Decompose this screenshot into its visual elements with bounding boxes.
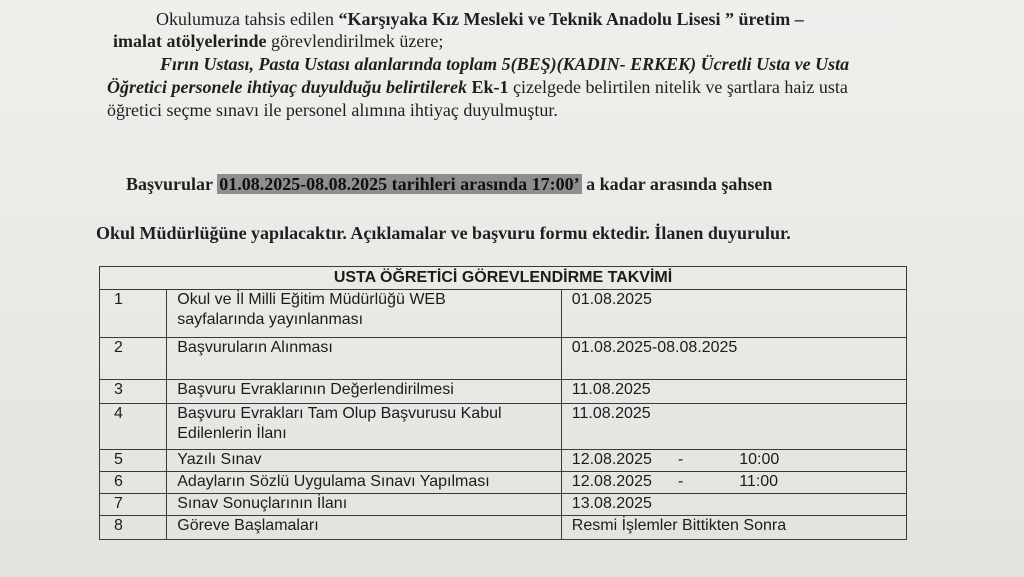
task-line-1: Göreve Başlamaları xyxy=(177,517,319,534)
table-row xyxy=(100,380,907,404)
row-number: 1 xyxy=(100,290,167,338)
announcement-text: Okul Müdürlüğüne yapılacaktır. Açıklamalar ve başvuru formu ektedir. İlanen duyurulur. xyxy=(96,223,791,243)
need-text: Öğretici personele ihtiyaç duyulduğu belirtilerek xyxy=(107,77,467,97)
task-line-1: Başvuruların Alınması xyxy=(177,339,333,356)
table-row xyxy=(100,290,907,338)
date-cell xyxy=(561,338,906,380)
table-row xyxy=(100,516,907,540)
task-cell xyxy=(167,516,562,540)
workshop-text: imalat atölyelerinde xyxy=(113,31,267,51)
date-value: 12.08.2025 xyxy=(571,473,652,490)
applications-label: Başvurular xyxy=(126,174,218,194)
task-cell xyxy=(167,472,562,494)
table-row xyxy=(100,450,907,472)
date-cell xyxy=(561,472,906,494)
row-number: 7 xyxy=(100,494,167,516)
date-value: 13.08.2025 xyxy=(571,495,652,512)
school-name: “Karşıyaka Kız Mesleki ve Teknik Anadolu Lisesi ” xyxy=(338,9,735,29)
row-number: 5 xyxy=(100,450,167,472)
task-cell xyxy=(167,380,562,404)
task-cell xyxy=(167,290,562,338)
paragraph2-line3 xyxy=(107,99,558,121)
date-value: 11.08.2025 xyxy=(571,381,651,398)
paragraph2-line2 xyxy=(107,76,848,98)
table-body xyxy=(100,290,907,540)
date-cell xyxy=(561,404,906,450)
fields-text: Fırın Ustası, Pasta Ustası alanlarında toplam 5(BEŞ)(KADIN- ERKEK) xyxy=(160,54,697,74)
row-number: 2 xyxy=(100,338,167,380)
row-number: 8 xyxy=(100,516,167,540)
task-cell xyxy=(167,494,562,516)
row-number: 4 xyxy=(100,404,167,450)
paragraph1-line2 xyxy=(113,30,443,52)
exam-text: öğretici seçme sınavı ile personel alımına ihtiyaç duyulmuştur. xyxy=(107,100,558,120)
date-value: 01.08.2025 xyxy=(571,291,652,308)
schedule-table xyxy=(99,266,907,540)
criteria-text: çizelgede belirtilen nitelik ve şartlara haiz usta xyxy=(508,77,848,97)
task-cell xyxy=(167,450,562,472)
in-person-text: a kadar arasında şahsen xyxy=(581,174,773,194)
date-value: 01.08.2025-08.08.2025 xyxy=(571,339,738,356)
date-cell xyxy=(561,450,906,472)
date-value: 11.08.2025 xyxy=(571,405,651,422)
task-line-1: Başvuru Evrakları Tam Olup Başvurusu Kabul xyxy=(177,405,502,422)
position-text: Ücretli Usta ve Usta xyxy=(696,54,850,74)
date-cell xyxy=(561,290,906,338)
task-line-1: Yazılı Sınav xyxy=(177,451,262,468)
paragraph1-line1 xyxy=(156,8,804,30)
row-number: 6 xyxy=(100,472,167,494)
time-value: 10:00 xyxy=(739,451,780,468)
date-cell xyxy=(561,516,906,540)
paragraph2-line1 xyxy=(160,53,849,75)
table-title-row xyxy=(100,267,907,290)
time-value: 11:00 xyxy=(739,473,779,490)
table-row xyxy=(100,472,907,494)
date-time-separator: - xyxy=(677,451,684,468)
assignment-text: görevlendirilmek üzere; xyxy=(266,31,444,51)
task-line-1: Okul ve İl Milli Eğitim Müdürlüğü WEB xyxy=(177,291,446,308)
table-row xyxy=(100,494,907,516)
production-text: üretim – xyxy=(734,9,804,29)
task-line-2: sayfalarında yayınlanması xyxy=(177,311,364,328)
task-line-1: Başvuru Evraklarının Değerlendirilmesi xyxy=(177,381,454,398)
date-value: 12.08.2025 xyxy=(571,451,652,468)
task-cell xyxy=(167,338,562,380)
application-dates-highlight: 01.08.2025-08.08.2025 tarihleri arasında 17:00’ xyxy=(219,174,580,194)
task-line-2: Edilenlerin İlanı xyxy=(177,425,287,442)
date-value: Resmi İşlemler Bittikten Sonra xyxy=(571,517,787,534)
table-title: USTA ÖĞRETİCİ GÖREVLENDİRME TAKVİMİ xyxy=(100,267,907,290)
date-cell xyxy=(561,494,906,516)
date-time-separator: - xyxy=(677,473,684,490)
annex-ref: Ek-1 xyxy=(466,77,509,97)
task-line-1: Adayların Sözlü Uygulama Sınavı Yapılması xyxy=(177,473,490,490)
date-cell xyxy=(561,380,906,404)
intro-text: Okulumuza tahsis edilen xyxy=(156,9,339,29)
paragraph3-line1 xyxy=(126,173,772,195)
paragraph3-line2 xyxy=(96,222,791,244)
task-line-1: Sınav Sonuçlarının İlanı xyxy=(177,495,348,512)
table-row xyxy=(100,338,907,380)
table-row xyxy=(100,404,907,450)
row-number: 3 xyxy=(100,380,167,404)
task-cell xyxy=(167,404,562,450)
